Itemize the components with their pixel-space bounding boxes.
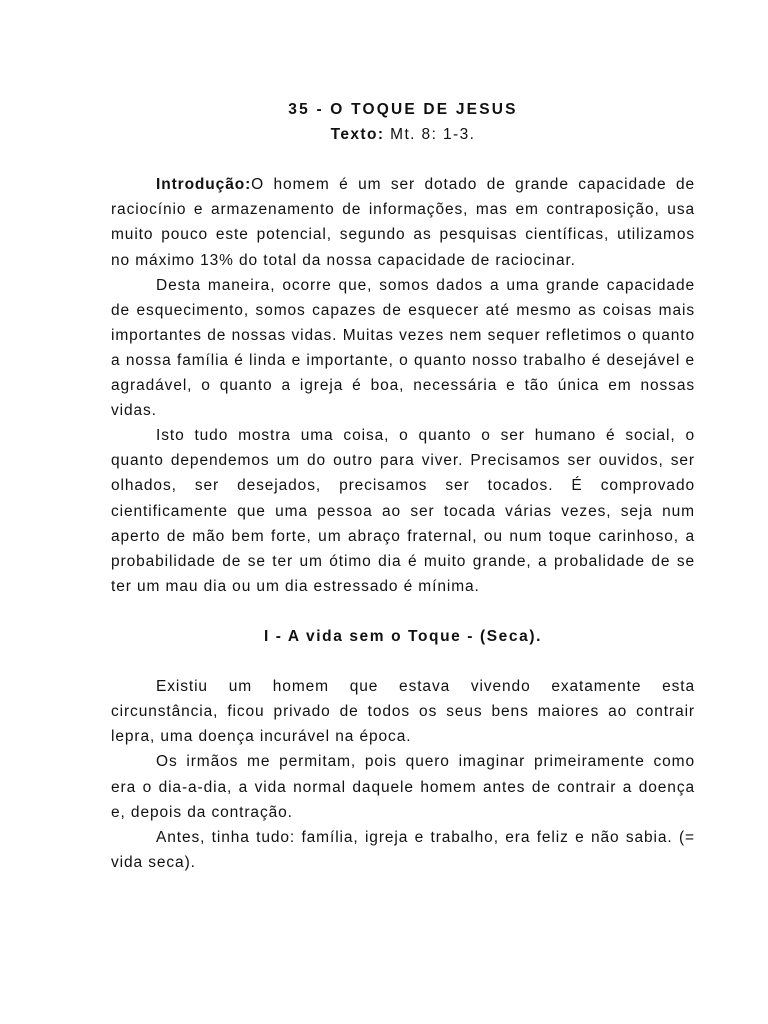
intro-label: Introdução: — [156, 176, 252, 194]
intro-paragraph — [111, 172, 695, 272]
paragraph: Existiu um homem que estava vivendo exatamente esta circunstância, ficou privado de todos os seus bens maiores ao contrair lepra, uma doença incurável na época. — [111, 678, 695, 746]
section-heading: I - A vida sem o Toque - (Seca). — [263, 627, 542, 645]
spacer — [111, 147, 695, 172]
document-title: 35 - O TOQUE DE JESUS — [288, 101, 518, 118]
text-reference: Mt. 8: 1-3. — [384, 126, 476, 144]
spacer — [111, 649, 695, 674]
intro-text: O homem é um ser dotado de grande capacidade de raciocínio e armazenamento de informações, mas em contraposição, usa muito pouco este potencial, segundo as pesquisas científicas, utilizamos no máximo 13% do total da nossa capacidade de raciocinar. — [111, 176, 695, 269]
paragraph: Os irmãos me permitam, pois quero imaginar primeiramente como era o dia-a-dia, a vida normal daquele homem antes de contrair a doença e, depois da contração. — [111, 753, 695, 821]
paragraph: Isto tudo mostra uma coisa, o quanto o ser humano é social, o quanto dependemos um do outro para viver. Precisamos ser ouvidos, ser olhados, ser desejados, precisamos ser tocados. É comprovado cientificamente que uma pessoa ao ser tocada várias vezes, seja num aperto de mão bem forte, um abraço fraternal, ou num toque carinhoso, a probabilidade de se ter um ótimo dia é muito grande, a probalidade de se ter um mau dia ou um dia estressado é mínima. — [111, 427, 695, 595]
scripture-reference — [111, 122, 695, 147]
spacer — [111, 599, 695, 624]
paragraph: Antes, tinha tudo: família, igreja e trabalho, era feliz e não sabia. (= vida seca). — [111, 828, 695, 871]
document-page — [111, 97, 695, 875]
paragraph: Desta maneira, ocorre que, somos dados a uma grande capacidade de esquecimento, somos capazes de esquecer até mesmo as coisas mais importantes de nossas vidas. Muitas vezes nem sequer refletimos o quanto a nossa família é linda e importante, o quanto nosso trabalho é desejável e agradável, o quanto a igreja é boa, necessária e tão única em nossas vidas. — [111, 276, 695, 420]
text-label: Texto: — [330, 126, 385, 144]
